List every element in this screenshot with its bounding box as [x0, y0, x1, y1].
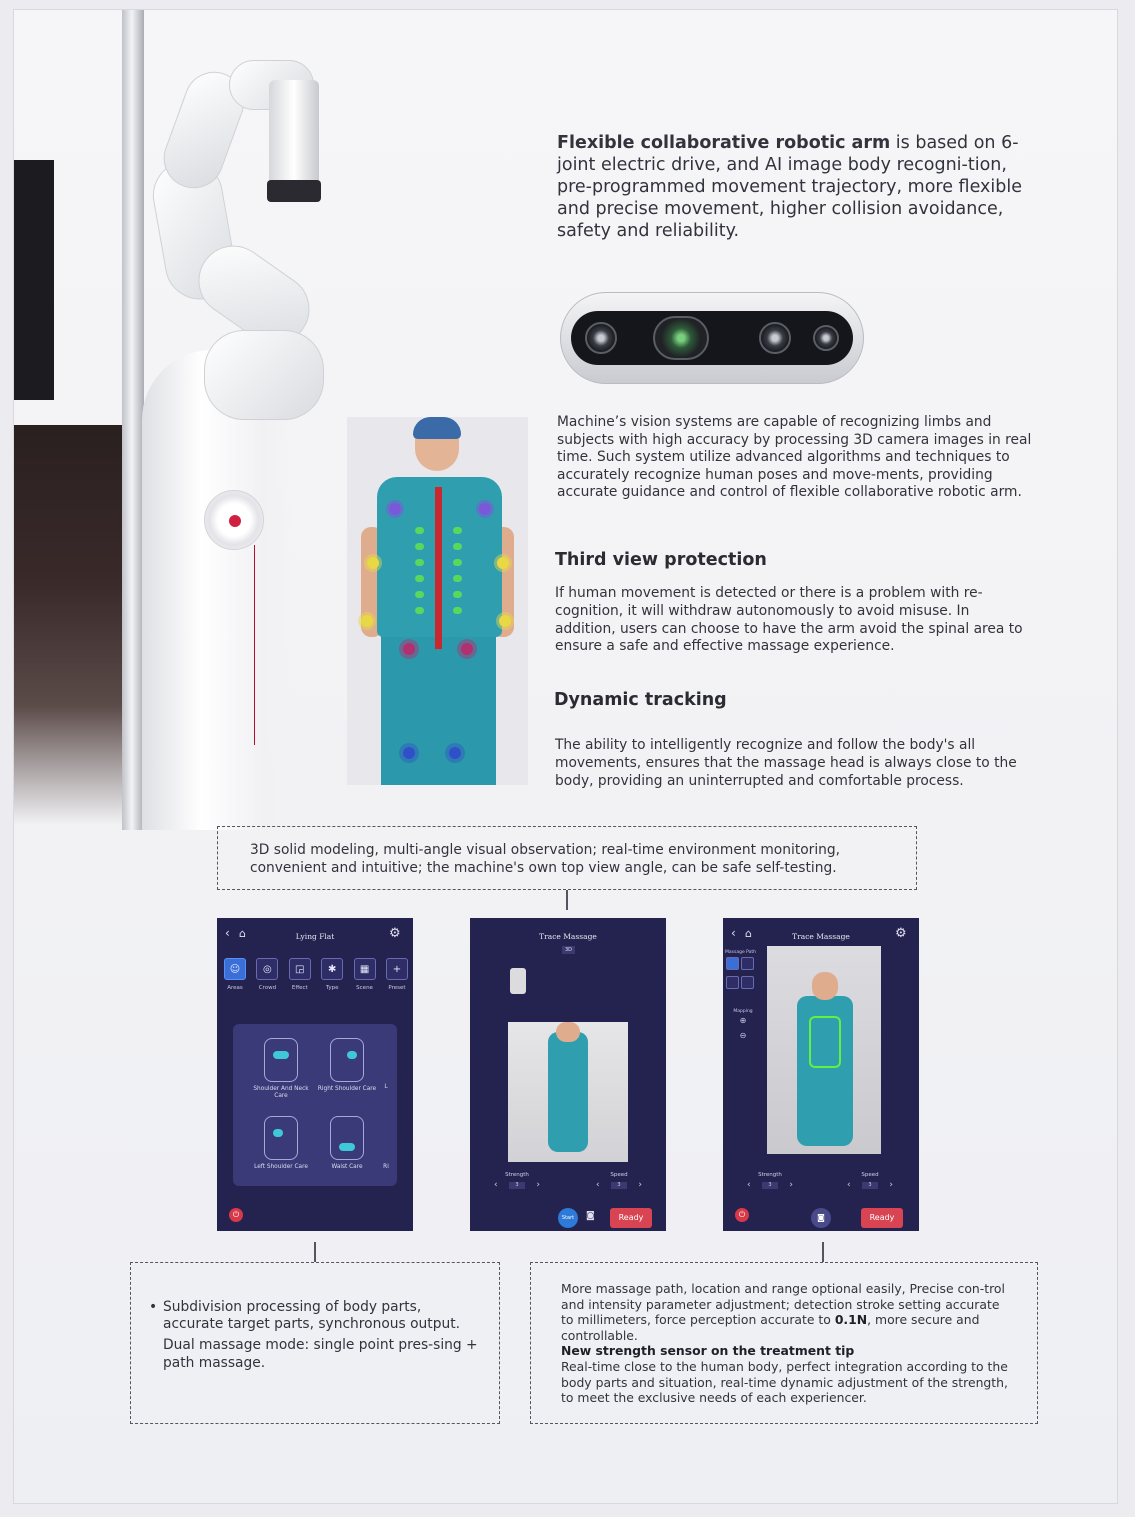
care-options-panel	[233, 1024, 397, 1186]
callout-connector	[822, 1242, 824, 1262]
tab-label: Effect	[291, 985, 308, 991]
path-option-icon[interactable]	[726, 957, 739, 970]
crowd-icon: ◎	[256, 958, 278, 980]
start-button[interactable]: Start	[558, 1208, 578, 1228]
modeling-callout-box	[217, 826, 917, 890]
keypoint-marker	[403, 643, 415, 655]
power-icon[interactable]: ⏻	[229, 1208, 243, 1222]
tab-crowd[interactable]	[253, 958, 281, 991]
camera-icon[interactable]: ◙	[586, 1211, 595, 1221]
ready-button[interactable]: Ready	[861, 1208, 903, 1228]
screen-title: Lying Flat	[295, 932, 335, 941]
mannequin-legs	[381, 632, 496, 785]
back-icon[interactable]: ‹	[225, 926, 230, 940]
gear-icon[interactable]: ⚙	[389, 926, 401, 941]
card-right-shoulder[interactable]	[317, 1038, 377, 1093]
increase-icon[interactable]: ›	[889, 1180, 893, 1190]
strength-sensor-text	[561, 1281, 1011, 1406]
tab-type[interactable]	[318, 958, 346, 991]
intro-rest: is based on 6-joint electric drive, and AI image body recogni-tion, pre-programmed movement trajectory, more flexible and precise movement, higher collision avoidance, safety and reliability.	[557, 133, 1022, 241]
force-value: 0.1N	[834, 1312, 868, 1328]
path-option-icon[interactable]	[741, 957, 754, 970]
tab-label: Scene	[356, 985, 373, 991]
path-marker	[453, 591, 462, 598]
keypoint-marker	[389, 503, 401, 515]
strength-value: 3	[509, 1182, 525, 1189]
camera-face	[571, 311, 853, 365]
support-pole	[122, 10, 144, 830]
intro-paragraph	[557, 132, 1037, 242]
decrease-icon[interactable]: ‹	[747, 1180, 751, 1190]
type-icon: ✱	[321, 958, 343, 980]
callout-connector	[314, 1242, 316, 1262]
path-marker	[415, 559, 424, 566]
vision-paragraph: Machine’s vision systems are capable of recognizing limbs and subjects with high accuracy by processing 3D camera images in real time. Such system utilize advanced algorithms and techniques to accurately recognize human poses and move-ments, providing accurate guidance and control of flexible collaborative robotic arm.	[557, 414, 1032, 500]
robot-head-image	[510, 968, 526, 994]
speed-label: Speed	[610, 1172, 628, 1178]
robot-base-tower	[142, 350, 292, 830]
back-icon[interactable]: ‹	[731, 926, 736, 940]
robot-arm-joint	[204, 330, 324, 420]
torso-icon	[264, 1038, 298, 1082]
path-marker	[415, 527, 424, 534]
camera-lens-icon	[759, 322, 791, 354]
tab-areas[interactable]	[221, 958, 249, 991]
home-icon[interactable]: ⌂	[745, 927, 752, 940]
mapping-label: Mapping	[733, 1009, 753, 1014]
body-recognition-photo	[347, 417, 528, 785]
mannequin-torso	[548, 1032, 588, 1152]
category-tabs	[221, 958, 411, 991]
card-edge-label: Ri	[383, 1164, 389, 1170]
app-screen-lying-flat	[217, 918, 413, 1231]
3d-scene-view	[508, 1022, 628, 1162]
increase-icon[interactable]: ›	[638, 1180, 642, 1190]
path-sidebar	[725, 950, 761, 1040]
card-shoulder-neck[interactable]	[251, 1038, 311, 1100]
card-label: Right Shoulder Care	[317, 1086, 377, 1092]
precision-text: More massage path, location and range optional easily, Precise con-trol and intensity parameter adjustment; detection stroke setting accurate to millimeters, force perception accurate to	[561, 1281, 1005, 1328]
keypoint-marker	[449, 747, 461, 759]
path-option-icon[interactable]	[741, 976, 754, 989]
tab-label: Crowd	[258, 985, 277, 991]
callout-connector	[566, 890, 568, 910]
path-marker	[415, 607, 424, 614]
keypoint-marker	[461, 643, 473, 655]
emergency-stop-dial	[204, 490, 264, 550]
view-mode-badge[interactable]: 3D	[562, 946, 575, 954]
depth-camera-image	[560, 292, 864, 384]
effect-icon: ◲	[289, 958, 311, 980]
card-left-shoulder[interactable]	[251, 1116, 311, 1171]
app-screen-trace-massage	[470, 918, 666, 1231]
sensor-subtitle: New strength sensor on the treatment tip	[561, 1343, 855, 1359]
monitor-image	[14, 160, 54, 400]
tab-label: Type	[325, 985, 339, 991]
dynamic-tracking-paragraph: The ability to intelligently recognize and follow the body's all movements, ensures that the massage head is always close to the body, providing an uninterrupted and comfortable process.	[555, 737, 1017, 789]
strength-control	[494, 1172, 540, 1190]
mannequin-head	[556, 1022, 580, 1042]
path-marker	[453, 543, 462, 550]
path-marker	[415, 591, 424, 598]
speed-value: 3	[611, 1182, 627, 1189]
ready-button[interactable]: Ready	[610, 1208, 652, 1228]
keypoint-marker	[403, 747, 415, 759]
subdivision-callout-box	[130, 1262, 500, 1424]
app-screen-trace-path	[723, 918, 919, 1231]
keypoint-marker	[499, 615, 511, 627]
tab-effect[interactable]	[286, 958, 314, 991]
strength-value: 3	[762, 1182, 778, 1189]
path-marker	[453, 607, 462, 614]
spine-line	[435, 487, 442, 649]
tab-preset[interactable]	[383, 958, 411, 991]
home-icon[interactable]: ⌂	[239, 927, 246, 940]
massage-path-overlay	[809, 1016, 841, 1068]
mannequin-cap	[413, 417, 461, 439]
decrease-icon[interactable]: ‹	[596, 1180, 600, 1190]
areas-icon: ☺	[224, 958, 246, 980]
speed-control	[596, 1172, 642, 1190]
scene-icon: ▦	[354, 958, 376, 980]
card-label: Waist Care	[331, 1164, 363, 1170]
intro-bold: Flexible collaborative robotic arm	[557, 133, 891, 153]
subdivision-bullet: • Subdivision processing of body parts, accurate target parts, synchronous output.	[163, 1299, 481, 1333]
card-edge-label: L	[384, 1084, 388, 1090]
add-icon: +	[386, 958, 408, 980]
brochure-page	[13, 9, 1118, 1504]
precision-text-end: , more secure and controllable.	[561, 1312, 980, 1343]
mannequin-head	[812, 972, 838, 1000]
decrease-icon[interactable]: ‹	[494, 1180, 498, 1190]
path-marker	[415, 543, 424, 550]
subdivision-list	[163, 1299, 481, 1372]
camera-path-view	[767, 946, 881, 1154]
zoom-in-icon[interactable]: ⊕	[739, 1016, 747, 1025]
increase-icon[interactable]: ›	[536, 1180, 540, 1190]
card-label: Left Shoulder Care	[254, 1164, 308, 1170]
strength-label: Strength	[758, 1172, 782, 1178]
dynamic-tracking-heading: Dynamic tracking	[554, 690, 727, 710]
card-waist[interactable]	[317, 1116, 377, 1171]
screen-title: Trace Massage	[792, 932, 850, 941]
gear-icon[interactable]: ⚙	[895, 926, 907, 941]
tab-label: Preset	[388, 985, 406, 991]
torso-icon	[264, 1116, 298, 1160]
keypoint-marker	[361, 615, 373, 627]
keypoint-marker	[479, 503, 491, 515]
sensor-description: Real-time close to the human body, perfect integration according to the body parts and situation, real-time dynamic adjustment of the strength, to meet the exclusive needs of each experiencer.	[561, 1358, 1008, 1406]
strength-label: Strength	[505, 1172, 529, 1178]
power-icon[interactable]: ⏻	[735, 1208, 749, 1222]
path-marker	[453, 575, 462, 582]
card-label: Shoulder And Neck Care	[253, 1086, 309, 1099]
third-view-heading: Third view protection	[555, 550, 767, 570]
camera-icon[interactable]: ◙	[811, 1208, 831, 1228]
massage-head	[269, 80, 319, 190]
red-indicator-icon	[229, 515, 241, 527]
decrease-icon[interactable]: ‹	[847, 1180, 851, 1190]
massage-head-tip	[267, 180, 321, 202]
red-cable	[254, 545, 255, 745]
keypoint-marker	[367, 557, 379, 569]
tab-scene[interactable]	[351, 958, 379, 991]
path-marker	[415, 575, 424, 582]
path-option-icon[interactable]	[726, 976, 739, 989]
path-marker	[453, 559, 462, 566]
screen-title: Trace Massage	[539, 932, 597, 941]
third-view-paragraph: If human movement is detected or there is a problem with re-cognition, it will withdraw autonomously to avoid misuse. In addition, users can choose to have the arm avoid the spinal area to ensure a safe and effective massage experience.	[555, 585, 1023, 655]
torso-icon	[330, 1038, 364, 1082]
speed-value: 3	[862, 1182, 878, 1189]
strength-sensor-callout-box	[530, 1262, 1038, 1424]
keypoint-marker	[497, 557, 509, 569]
dual-mode-text: Dual massage mode: single point pres-sing + path massage.	[163, 1337, 478, 1371]
camera-lens-icon	[585, 322, 617, 354]
speed-control	[847, 1172, 893, 1190]
speed-label: Speed	[861, 1172, 879, 1178]
torso-icon	[330, 1116, 364, 1160]
tab-label: Areas	[227, 985, 243, 991]
zoom-out-icon[interactable]: ⊖	[739, 1031, 747, 1040]
strength-control	[747, 1172, 793, 1190]
path-marker	[453, 527, 462, 534]
sidebar-label: Massage Path	[725, 950, 757, 955]
camera-rgb-lens-icon	[653, 316, 709, 360]
camera-sensor-icon	[813, 325, 839, 351]
modeling-callout-text: 3D solid modeling, multi-angle visual observation; real-time environment monitoring, convenient and intuitive; the machine's own top view angle, can be safe self-testing.	[250, 842, 841, 876]
increase-icon[interactable]: ›	[789, 1180, 793, 1190]
